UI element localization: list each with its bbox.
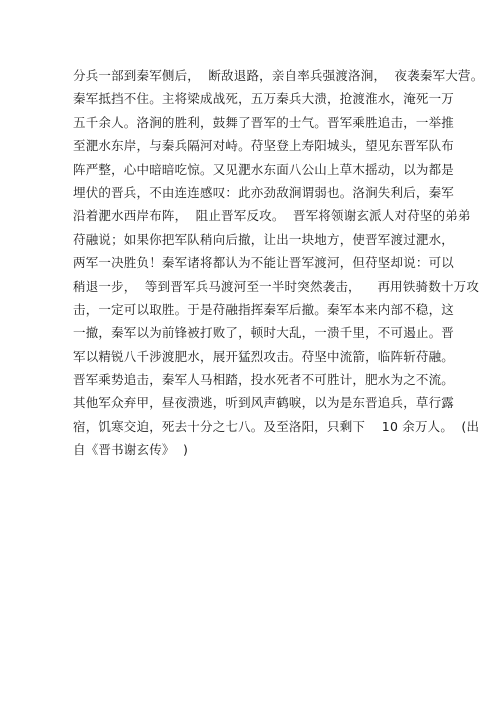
text-line-12: 一撤，秦军以为前锋被打败了，顿时大乱，一溃千里，不可遏止。晋: [73, 325, 455, 341]
text-line-13: 军以精锐八千涉渡肥水，展开猛烈攻击。苻坚中流箭，临阵斩苻融。: [73, 348, 455, 364]
text-line-15: 其他军众弃甲，昼夜溃逃，听到风声鹤唳，以为是东晋追兵，草行露: [73, 395, 455, 411]
text-line-8: 苻融说；如果你把军队稍向后撤，让出一块地方，使晋军渡过淝水，: [73, 231, 455, 247]
text-line-2: 秦军抵挡不住。主将梁成战死，五万秦兵大溃，抢渡淮水，淹死一万: [73, 91, 455, 107]
text-line-5: 阵严整，心中暗暗吃惊。又见淝水东面八公山上草木摇动，以为都是: [73, 161, 455, 177]
text-line-4: 至淝水东岸，与秦兵隔河对峙。苻坚登上寿阳城头，望见东晋军队布: [73, 138, 455, 154]
text-line-6: 埋伏的晋兵，不由连连感叹：此亦劲敌涧谓弱也。洛涧失利后，秦军: [73, 184, 455, 200]
text-line-7: 沿着淝水西岸布阵， 阻止晋军反攻。 晋军将领谢玄派人对苻坚的弟弟: [73, 208, 471, 224]
text-line-10: 稍退一步， 等到晋军兵马渡河至一半时突然袭击， 再用铁骑数十万攻: [73, 278, 480, 294]
text-line-3: 五千余人。洛涧的胜利，鼓舞了晋军的士气。晋军乘胜追击，一举推: [73, 114, 455, 130]
text-line-1: 分兵一部到秦军侧后， 断敌退路，亲自率兵强渡洛涧， 夜袭秦军大营。: [73, 68, 484, 83]
article-body: [73, 64, 484, 462]
text-line-16: 宿，饥寒交迫，死去十分之七八。及至洛阳，只剩下 10 余万人。 (出: [73, 418, 480, 434]
text-line-17: 自《晋书谢玄传》 ): [73, 442, 189, 458]
text-line-9: 两军一决胜负！秦军诸将都认为不能让晋军渡河，但苻坚却说：可以: [73, 255, 455, 271]
text-line-14: 晋军乘势追击，秦军人马相踏，投水死者不可胜计，肥水为之不流。: [73, 372, 455, 388]
text-line-11: 击，一定可以取胜。于是苻融指挥秦军后撤。秦军本来内部不稳，这: [73, 301, 455, 317]
